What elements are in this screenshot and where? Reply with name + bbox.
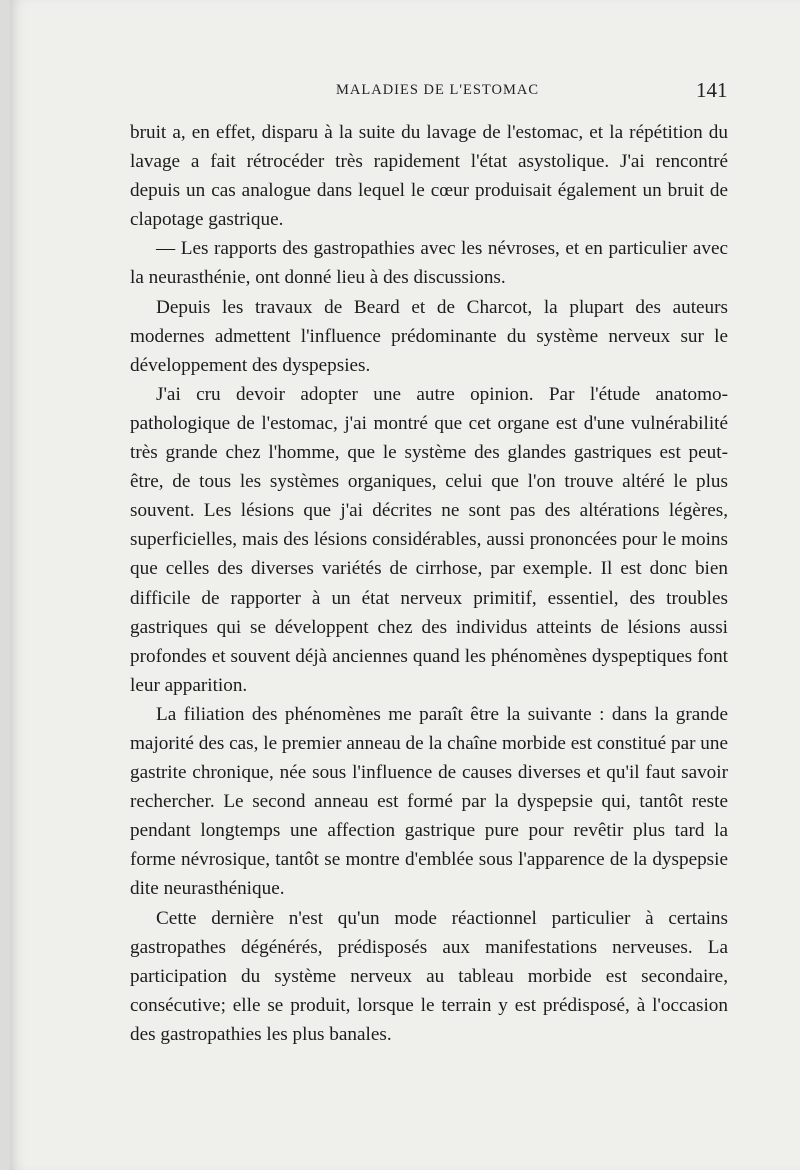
paragraph: La filiation des phénomènes me paraît être la suivante : dans la grande majorité des cas, le premier anneau de la chaîne morbide est constitué par une gastrite chronique, née sous l'influence de causes diverses et qu'il faut savoir rechercher. Le second anneau est formé par la dyspepsie qui, tantôt reste pendant longtemps une affection gastrique pure pour revêtir plus tard la forme névrosique, tantôt se montre d'emblée sous l'apparence de la dyspepsie dite neurasthénique. — [130, 703, 728, 900]
running-title: MALADIES DE L'ESTOMAC — [336, 82, 539, 98]
book-page — [10, 0, 800, 1170]
body-text — [130, 118, 728, 1049]
page-header — [10, 80, 800, 104]
paragraph: Depuis les travaux de Beard et de Charcot, la plupart des auteurs modernes admettent l'influence prédominante du système nerveux sur le développement des dyspepsies. — [130, 296, 728, 376]
paragraph: Cette dernière n'est qu'un mode réactionnel particulier à certains gastropathes dégénérés, prédisposés aux manifestations nerveuses. La participation du système nerveux au tableau morbide est secondaire, consécutive; elle se produit, lorsque le terrain y est prédisposé, à l'occasion des gastropathies les plus banales. — [130, 907, 728, 1045]
paragraph-continuation: bruit a, en effet, disparu à la suite du lavage de l'estomac, et la répétition du lavage a fait rétrocéder très rapidement l'état asystolique. J'ai rencontré depuis un cas analogue dans lequel le cœur produisait également un bruit de clapotage gastrique. — [130, 122, 728, 231]
paragraph: — Les rapports des gastropathies avec les névroses, et en particulier avec la neurasthénie, ont donné lieu à des discussions. — [130, 238, 728, 289]
paragraph: J'ai cru devoir adopter une autre opinion. Par l'étude anatomo-pathologique de l'estomac, j'ai montré que cet organe est d'une vulnérabilité très grande chez l'homme, que le système des glandes gastriques est peut-être, de tous les systèmes organiques, celui que l'on trouve altéré le plus souvent. Les lésions que j'ai décrites ne sont pas des altérations légères, superficielles, mais des lésions considérables, aussi prononcées pour le moins que celles des diverses variétés de cirrhose, par exemple. Il est donc bien difficile de rapporter à un état nerveux primitif, essentiel, des troubles gastriques qui se développent chez des individus atteints de lésions aussi profondes et souvent déjà anciennes quand les phénomènes dyspeptiques font leur apparition. — [130, 383, 728, 696]
page-number: 141 — [696, 78, 728, 102]
